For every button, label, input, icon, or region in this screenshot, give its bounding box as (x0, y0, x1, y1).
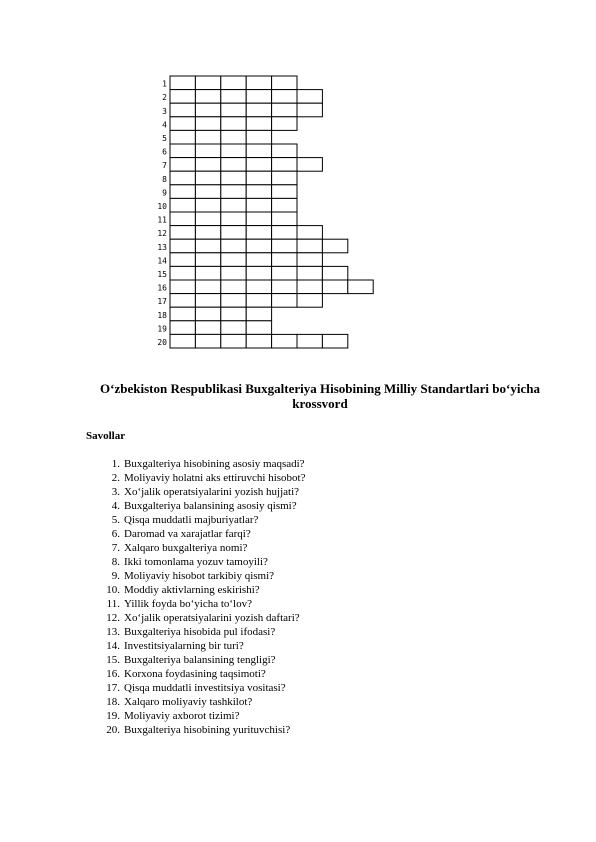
crossword-cell[interactable] (272, 266, 297, 280)
crossword-row-number: 6 (162, 147, 167, 157)
crossword-cell[interactable] (170, 280, 195, 294)
question-item (98, 723, 305, 737)
question-number: 12. (106, 612, 120, 624)
question-number: 9. (111, 570, 120, 582)
crossword-cell[interactable] (221, 334, 246, 348)
question-number: 14. (106, 640, 120, 652)
crossword-cell[interactable] (195, 103, 220, 117)
crossword-cell[interactable] (221, 117, 246, 131)
crossword-row-number: 4 (162, 120, 167, 130)
crossword-cell[interactable] (170, 307, 195, 321)
crossword-row (157, 280, 373, 294)
crossword-cell[interactable] (246, 130, 271, 144)
crossword-row (162, 171, 297, 185)
crossword-cell[interactable] (221, 212, 246, 226)
crossword-cell[interactable] (297, 90, 322, 104)
crossword-cell[interactable] (246, 239, 271, 253)
crossword-cell[interactable] (170, 239, 195, 253)
crossword-cell[interactable] (170, 130, 195, 144)
crossword-row-number: 15 (157, 270, 167, 279)
crossword-cell[interactable] (246, 280, 271, 294)
crossword-cell[interactable] (297, 239, 322, 253)
question-item (98, 541, 305, 555)
crossword-cell[interactable] (170, 334, 195, 348)
questions-heading: Savollar (86, 430, 126, 442)
question-item (98, 597, 305, 611)
crossword-cell[interactable] (195, 226, 220, 240)
question-number: 5. (111, 514, 120, 526)
crossword-cell[interactable] (221, 130, 246, 144)
crossword-cell[interactable] (272, 253, 297, 267)
crossword-cell[interactable] (195, 321, 220, 335)
crossword-cell[interactable] (322, 280, 347, 294)
crossword-row-number: 3 (162, 106, 167, 116)
crossword-cell[interactable] (272, 103, 297, 117)
question-number: 13. (106, 626, 120, 638)
question-number: 6. (111, 528, 120, 540)
crossword-cell[interactable] (195, 144, 220, 158)
crossword-cell[interactable] (221, 321, 246, 335)
question-text: Investitsiyalarning bir turi? (124, 640, 244, 652)
crossword-cell[interactable] (195, 117, 220, 131)
crossword-grid (0, 0, 596, 360)
crossword-cell[interactable] (297, 334, 322, 348)
question-number: 1. (111, 458, 120, 470)
crossword-row-number: 10 (157, 202, 167, 211)
crossword-cell[interactable] (272, 226, 297, 240)
crossword-cell[interactable] (272, 185, 297, 199)
question-item (98, 569, 305, 583)
crossword-row-number: 13 (157, 242, 167, 252)
crossword-row (162, 130, 271, 144)
crossword-cell[interactable] (246, 76, 271, 90)
crossword-cell[interactable] (246, 144, 271, 158)
question-text: Qisqa muddatli investitsiya vositasi? (124, 682, 286, 694)
question-item (98, 583, 305, 597)
crossword-row-number: 9 (162, 188, 167, 198)
crossword-row (162, 103, 322, 117)
crossword-cell[interactable] (246, 117, 271, 131)
crossword-row-number: 11 (157, 215, 167, 225)
crossword-cell[interactable] (221, 185, 246, 199)
question-item (98, 625, 305, 639)
crossword-cell[interactable] (195, 185, 220, 199)
crossword-cell[interactable] (221, 198, 246, 212)
document-title: O‘zbekiston Respublikasi Buxgalteriya Hisobining Milliy Standartlari bo‘yicha krossvord (100, 381, 540, 411)
crossword-cell[interactable] (272, 212, 297, 226)
crossword-row-number: 14 (157, 256, 167, 266)
crossword-cell[interactable] (170, 294, 195, 308)
crossword-cell[interactable] (221, 294, 246, 308)
question-text: Moddiy aktivlarning eskirishi? (124, 584, 260, 596)
crossword-cell[interactable] (297, 158, 322, 172)
crossword-cell[interactable] (170, 171, 195, 185)
crossword-cell[interactable] (221, 76, 246, 90)
crossword-cell[interactable] (170, 266, 195, 280)
crossword-cell[interactable] (272, 144, 297, 158)
question-item (98, 555, 305, 569)
question-item (98, 611, 305, 625)
crossword-row (157, 321, 271, 335)
question-text: Moliyaviy holatni aks ettiruvchi hisobot? (124, 472, 306, 484)
crossword-row (157, 334, 347, 348)
question-text: Buxgalteriya hisobining asosiy maqsadi? (124, 458, 305, 470)
crossword-cell[interactable] (221, 226, 246, 240)
question-item (98, 457, 305, 471)
crossword-cell[interactable] (297, 280, 322, 294)
crossword-cell[interactable] (272, 239, 297, 253)
question-text: Ikki tomonlama yozuv tamoyili? (124, 556, 268, 568)
crossword-row (162, 144, 297, 158)
crossword-cell[interactable] (246, 253, 271, 267)
question-text: Yillik foyda bo‘yicha to‘lov? (124, 598, 252, 610)
question-number: 15. (106, 654, 120, 666)
crossword-cell[interactable] (195, 90, 220, 104)
crossword-row-number: 20 (157, 338, 167, 347)
crossword-cell[interactable] (246, 198, 271, 212)
question-number: 11. (106, 598, 120, 610)
crossword-cell[interactable] (297, 226, 322, 240)
crossword-cell[interactable] (170, 90, 195, 104)
crossword-cell[interactable] (272, 294, 297, 308)
crossword-row-number: 19 (157, 324, 167, 334)
crossword-row (157, 198, 297, 212)
crossword-row (157, 239, 347, 253)
crossword-cell[interactable] (246, 90, 271, 104)
crossword-cell[interactable] (170, 144, 195, 158)
crossword-cell[interactable] (221, 307, 246, 321)
question-number: 20. (106, 724, 120, 736)
crossword-cell[interactable] (195, 198, 220, 212)
crossword-cell[interactable] (221, 158, 246, 172)
question-number: 16. (106, 668, 120, 680)
crossword-cell[interactable] (170, 158, 195, 172)
questions-list (98, 457, 305, 737)
question-item (98, 639, 305, 653)
crossword-cell[interactable] (221, 239, 246, 253)
question-item (98, 513, 305, 527)
crossword-cell[interactable] (297, 266, 322, 280)
crossword-cell[interactable] (170, 198, 195, 212)
crossword-cell[interactable] (272, 90, 297, 104)
crossword-row-number: 2 (162, 93, 167, 103)
crossword-row (157, 253, 322, 267)
question-text: Buxgalteriya hisobining yurituvchisi? (124, 724, 291, 736)
question-text: Buxgalteriya balansining asosiy qismi? (124, 500, 297, 512)
crossword-cell[interactable] (221, 171, 246, 185)
crossword-cell[interactable] (272, 171, 297, 185)
crossword-cell[interactable] (221, 253, 246, 267)
crossword-cell[interactable] (246, 334, 271, 348)
question-item (98, 653, 305, 667)
crossword-cell[interactable] (195, 334, 220, 348)
crossword-cell[interactable] (297, 103, 322, 117)
question-item (98, 709, 305, 723)
crossword-cell[interactable] (195, 307, 220, 321)
crossword-cell[interactable] (195, 280, 220, 294)
crossword-cell[interactable] (246, 212, 271, 226)
crossword-cell[interactable] (272, 158, 297, 172)
crossword-cell[interactable] (195, 158, 220, 172)
crossword-cell[interactable] (322, 334, 347, 348)
crossword-row-number: 12 (157, 229, 167, 239)
question-number: 10. (106, 584, 120, 596)
crossword-cell[interactable] (246, 294, 271, 308)
crossword-row-number: 18 (157, 310, 167, 320)
crossword-row-number: 16 (157, 283, 167, 293)
crossword-cell[interactable] (221, 144, 246, 158)
question-text: Buxgalteriya balansining tengligi? (124, 654, 276, 666)
crossword-cell[interactable] (246, 226, 271, 240)
crossword-cell[interactable] (246, 185, 271, 199)
crossword-row (162, 76, 297, 90)
crossword-cell[interactable] (322, 239, 347, 253)
crossword-cell[interactable] (272, 198, 297, 212)
question-item (98, 695, 305, 709)
question-item (98, 499, 305, 513)
question-number: 3. (111, 486, 120, 498)
crossword-row-number: 17 (157, 297, 167, 307)
crossword-cell[interactable] (348, 280, 373, 294)
question-text: Daromad va xarajatlar farqi? (124, 528, 251, 540)
crossword-cell[interactable] (221, 103, 246, 117)
crossword-cell[interactable] (170, 185, 195, 199)
question-item (98, 681, 305, 695)
crossword-cell[interactable] (297, 253, 322, 267)
crossword-cell[interactable] (195, 239, 220, 253)
question-text: Xo‘jalik operatsiyalarini yozish hujjati? (124, 486, 300, 498)
crossword-cell[interactable] (272, 280, 297, 294)
crossword-row-number: 5 (162, 134, 167, 143)
crossword-cell[interactable] (221, 280, 246, 294)
crossword-cell[interactable] (195, 130, 220, 144)
question-item (98, 471, 305, 485)
crossword-row (162, 90, 322, 104)
crossword-row (162, 158, 322, 172)
crossword-cell[interactable] (272, 334, 297, 348)
crossword-cell[interactable] (246, 321, 271, 335)
crossword-cell[interactable] (195, 76, 220, 90)
crossword-cell[interactable] (195, 212, 220, 226)
crossword-row (162, 185, 297, 199)
question-number: 17. (106, 682, 120, 694)
crossword-cell[interactable] (297, 294, 322, 308)
crossword-cell[interactable] (322, 266, 347, 280)
crossword-cell[interactable] (221, 266, 246, 280)
question-number: 8. (111, 556, 120, 568)
question-text: Xalqaro buxgalteriya nomi? (124, 542, 248, 554)
question-number: 18. (106, 696, 120, 708)
crossword-cell[interactable] (170, 212, 195, 226)
crossword-row (157, 307, 271, 321)
crossword-cell[interactable] (246, 266, 271, 280)
crossword-cell[interactable] (246, 171, 271, 185)
crossword-cell[interactable] (272, 76, 297, 90)
question-text: Moliyaviy axborot tizimi? (124, 710, 240, 722)
crossword-cell[interactable] (221, 90, 246, 104)
question-item (98, 485, 305, 499)
crossword-row (157, 226, 322, 240)
crossword-cell[interactable] (170, 253, 195, 267)
question-number: 7. (111, 542, 120, 554)
crossword-cell[interactable] (195, 253, 220, 267)
question-item (98, 527, 305, 541)
question-number: 19. (106, 710, 120, 722)
crossword-cell[interactable] (246, 307, 271, 321)
question-text: Buxgalteriya hisobida pul ifodasi? (124, 626, 276, 638)
question-text: Qisqa muddatli majburiyatlar? (124, 514, 259, 526)
crossword-cell[interactable] (170, 117, 195, 131)
question-number: 4. (111, 500, 120, 512)
crossword-row-number: 8 (162, 174, 167, 184)
question-text: Xalqaro moliyaviy tashkilot? (124, 696, 253, 708)
crossword-cell[interactable] (272, 117, 297, 131)
crossword-row (162, 117, 297, 131)
crossword-row (157, 212, 297, 226)
crossword-cell[interactable] (170, 76, 195, 90)
crossword-row-number: 7 (162, 161, 167, 171)
crossword-cell[interactable] (195, 294, 220, 308)
question-text: Moliyaviy hisobot tarkibiy qismi? (124, 570, 275, 582)
question-item (98, 667, 305, 681)
crossword-cell[interactable] (246, 158, 271, 172)
crossword-cell[interactable] (170, 321, 195, 335)
crossword-cell[interactable] (170, 103, 195, 117)
crossword-cell[interactable] (246, 103, 271, 117)
question-text: Xo‘jalik operatsiyalarini yozish daftari? (124, 612, 300, 624)
crossword-row (157, 266, 347, 280)
question-number: 2. (111, 472, 120, 484)
crossword-cell[interactable] (195, 171, 220, 185)
crossword-row (157, 294, 322, 308)
question-text: Korxona foydasining taqsimoti? (124, 668, 266, 680)
crossword-cell[interactable] (170, 226, 195, 240)
crossword-cell[interactable] (195, 266, 220, 280)
crossword-row-number: 1 (162, 79, 167, 89)
